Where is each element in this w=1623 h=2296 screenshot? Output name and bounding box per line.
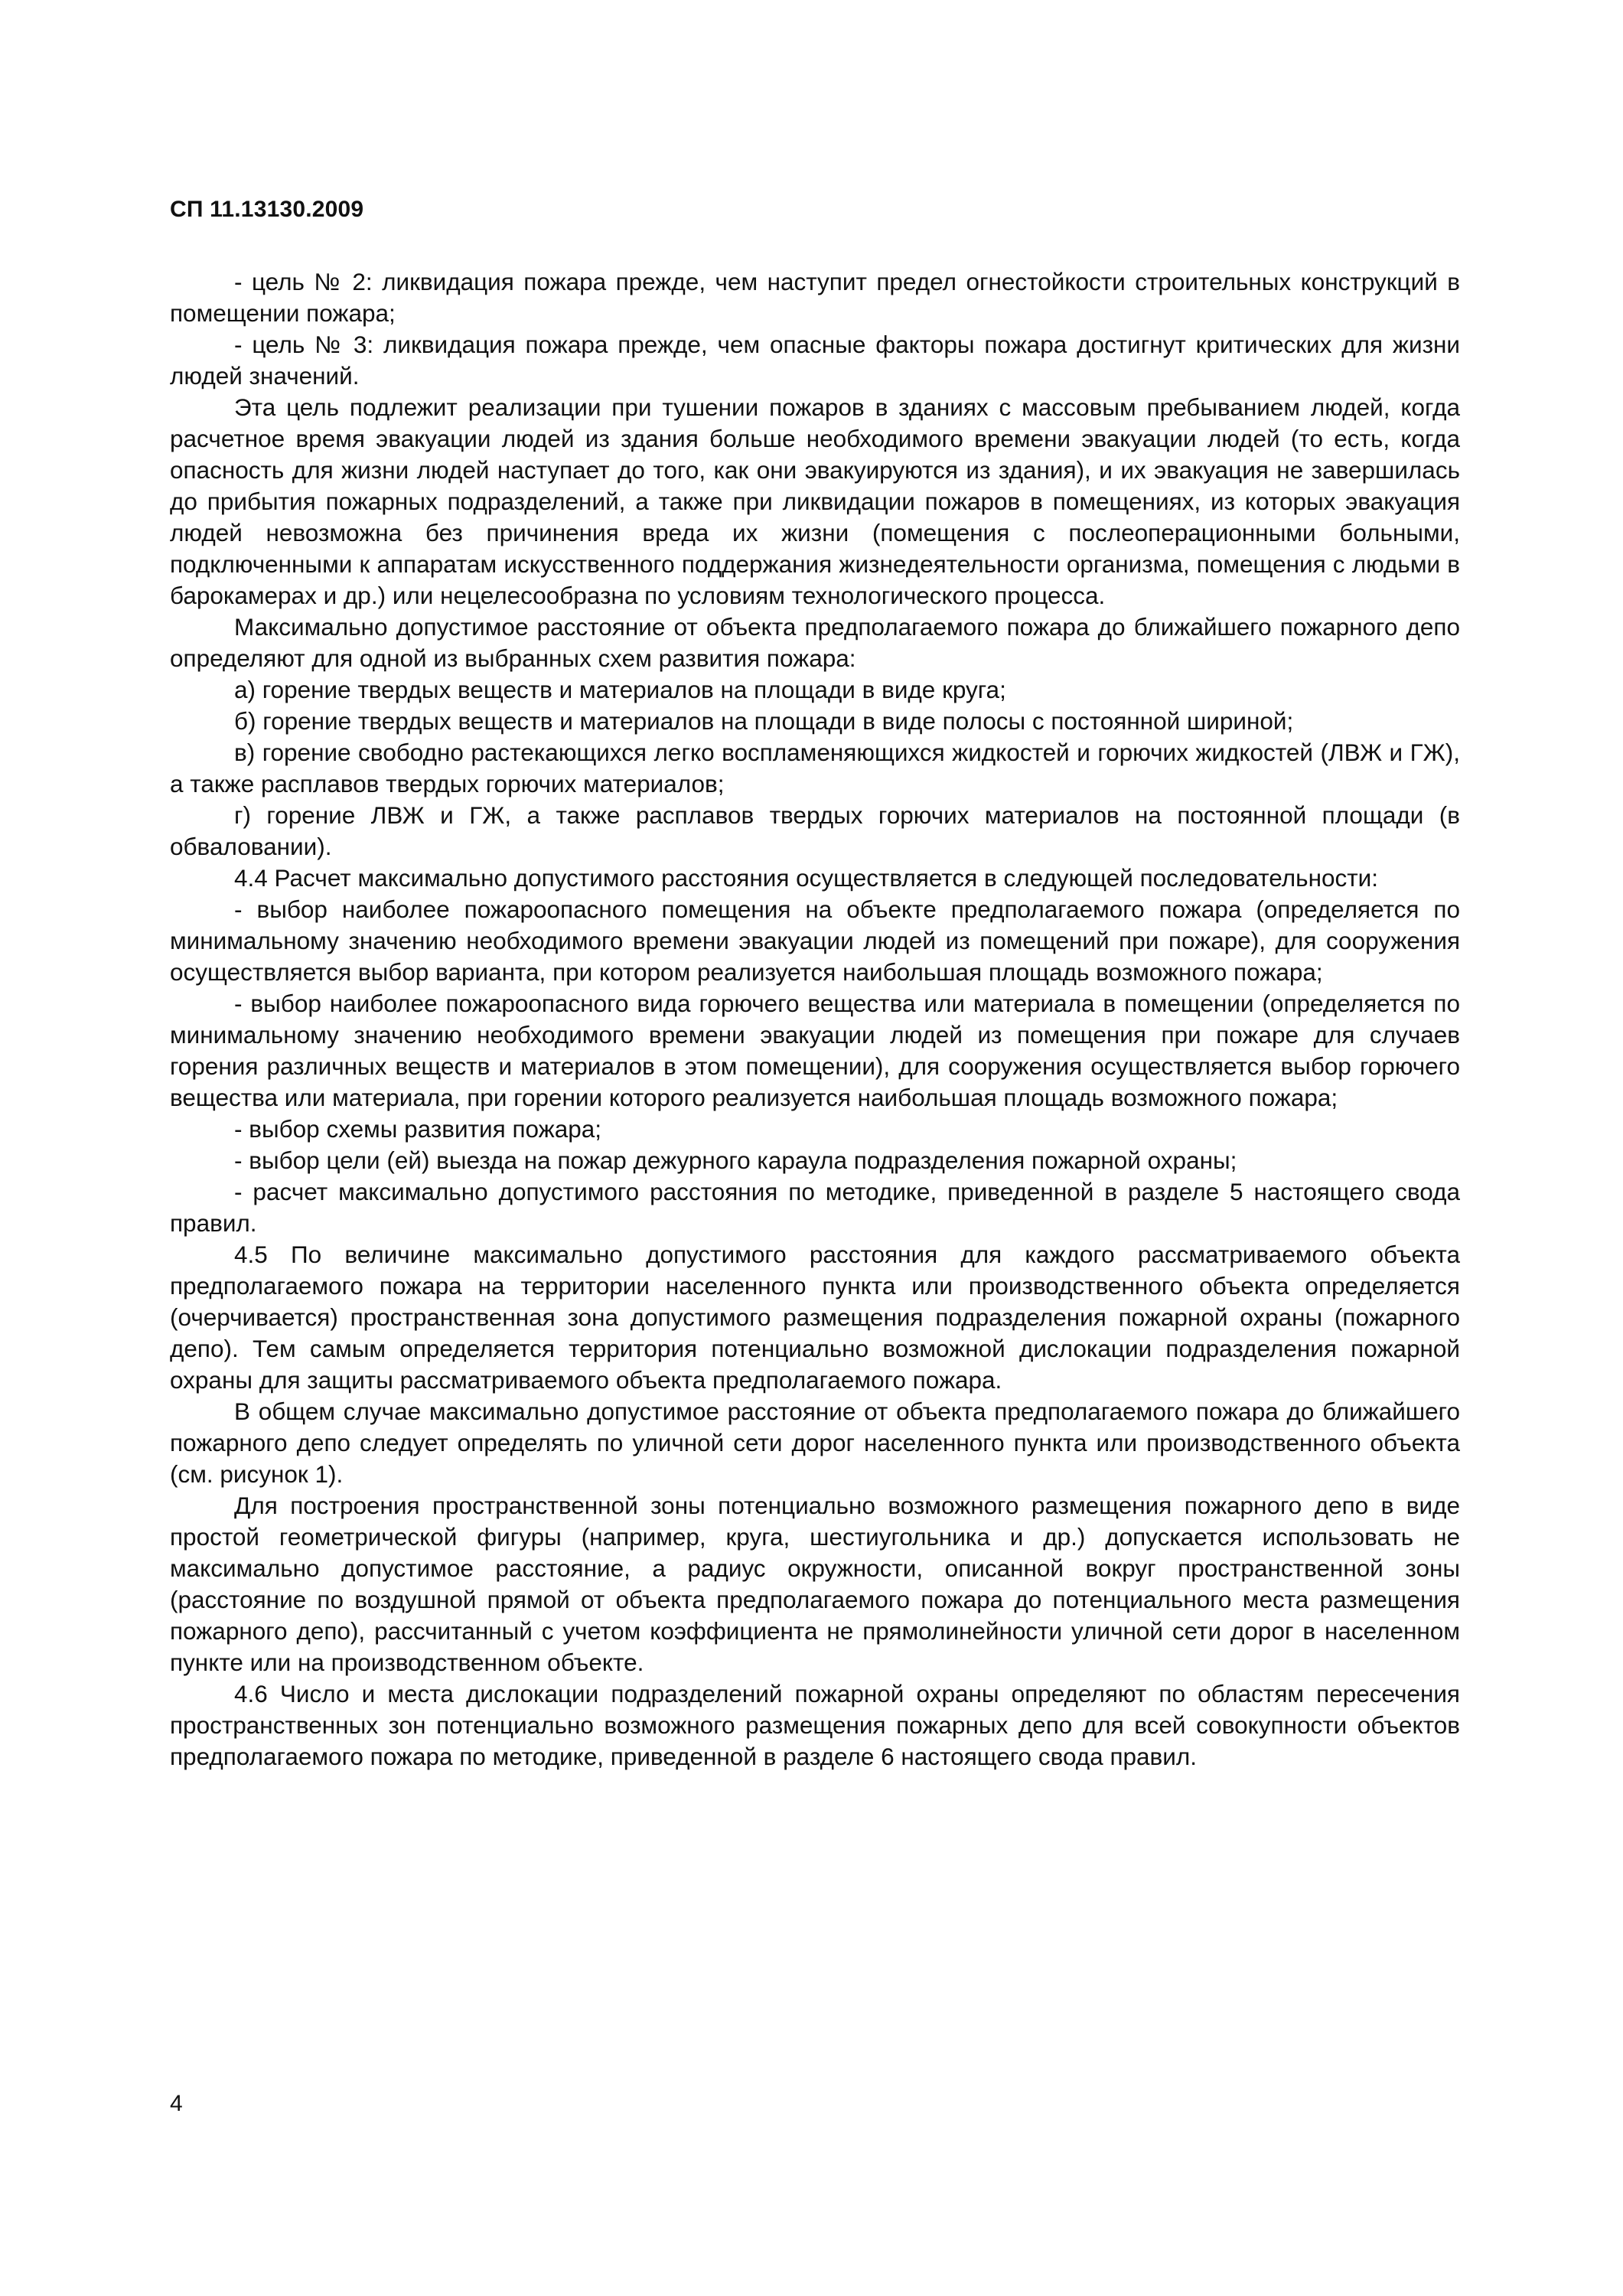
- paragraph: б) горение твердых веществ и материалов на площади в виде полосы с постоянной шириной;: [234, 707, 1294, 735]
- paragraph: Максимально допустимое расстояние от объекта предполагаемого пожара до ближайшего пожарного депо определяют для одной из выбранных схем развития пожара:: [170, 613, 1460, 672]
- paragraph: а) горение твердых веществ и материалов на площади в виде круга;: [234, 676, 1006, 703]
- paragraph: в) горение свободно растекающихся легко воспламеняющихся жидкостей и горючих жидкостей (ЛВЖ и ГЖ), а также расплавов твердых горючих материалов;: [170, 739, 1460, 797]
- paragraph: 4.4 Расчет максимально допустимого расстояния осуществляется в следующей последовательности:: [234, 864, 1379, 892]
- paragraph: - цель № 2: ликвидация пожара прежде, чем наступит предел огнестойкости строительных конструкций в помещении пожара;: [170, 268, 1460, 327]
- paragraph: - расчет максимально допустимого расстояния по методике, приведенной в разделе 5 настоящего свода правил.: [170, 1178, 1460, 1237]
- paragraph: - выбор наиболее пожароопасного помещения на объекте предполагаемого пожара (определяется по минимальному значению необходимого времени эвакуации людей из помещений при пожаре), для сооружения осуществляется выбор варианта, при котором реализуется наибольшая площадь возможного пожара;: [170, 895, 1460, 986]
- paragraph: - выбор наиболее пожароопасного вида горючего вещества или материала в помещении (определяется по минимальному значению необходимого времени эвакуации людей из помещения при пожаре для случаев горения различных веществ и материалов в этом помещении), для сооружения осуществляется выбор горючего вещества или материала, при горении которого реализуется наибольшая площадь возможного пожара;: [170, 990, 1460, 1111]
- paragraph: Для построения пространственной зоны потенциально возможного размещения пожарного депо в виде простой геометрической фигуры (например, круга, шестиугольника и др.) допускается использовать не максимально допустимое расстояние, а радиус окружности, описанной вокруг пространственной зоны (расстояние по воздушной прямой от объекта предполагаемого пожара до потенциального места размещения пожарного депо), рассчитанный с учетом коэффициента не прямолинейности уличной сети дорог в населенном пункте или на производственном объекте.: [170, 1492, 1460, 1676]
- paragraph: - выбор цели (ей) выезда на пожар дежурного караула подразделения пожарной охраны;: [234, 1146, 1237, 1174]
- paragraph: г) горение ЛВЖ и ГЖ, а также расплавов твердых горючих материалов на постоянной площади (в обваловании).: [170, 801, 1460, 860]
- page-number: 4: [170, 2091, 183, 2116]
- paragraph: - выбор схемы развития пожара;: [234, 1115, 602, 1143]
- document-code-header: СП 11.13130.2009: [170, 197, 364, 222]
- paragraph: 4.6 Число и места дислокации подразделений пожарной охраны определяют по областям пересечения пространственных зон потенциально возможного размещения пожарных депо для всей совокупности объектов предполагаемого пожара по методике, приведенной в разделе 6 настоящего свода правил.: [170, 1680, 1460, 1770]
- paragraph: В общем случае максимально допустимое расстояние от объекта предполагаемого пожара до ближайшего пожарного депо следует определять по уличной сети дорог населенного пункта или производственного объекта (см. рисунок 1).: [170, 1397, 1460, 1488]
- body-text: [170, 266, 1460, 1773]
- paragraph: - цель № 3: ликвидация пожара прежде, чем опасные факторы пожара достигнут критических для жизни людей значений.: [170, 331, 1460, 390]
- paragraph: 4.5 По величине максимально допустимого расстояния для каждого рассматриваемого объекта предполагаемого пожара на территории населенного пункта или производственного объекта определяется (очерчивается) пространственная зона допустимого размещения подразделения пожарной охраны (пожарного депо). Тем самым определяется территория потенциально возможной дислокации подразделения пожарной охраны для защиты рассматриваемого объекта предполагаемого пожара.: [170, 1241, 1460, 1394]
- paragraph: Эта цель подлежит реализации при тушении пожаров в зданиях с массовым пребыванием людей, когда расчетное время эвакуации людей из здания больше необходимого времени эвакуации людей (то есть, когда опасность для жизни людей наступает до того, как они эвакуируются из здания), и их эвакуация не завершилась до прибытия пожарных подразделений, а также при ликвидации пожаров в помещениях, из которых эвакуация людей невозможна без причинения вреда их жизни (помещения с послеоперационными больными, подключенными к аппаратам искусственного поддержания жизнедеятельности организма, помещения с людьми в барокамерах и др.) или нецелесообразна по условиям технологического процесса.: [170, 393, 1460, 609]
